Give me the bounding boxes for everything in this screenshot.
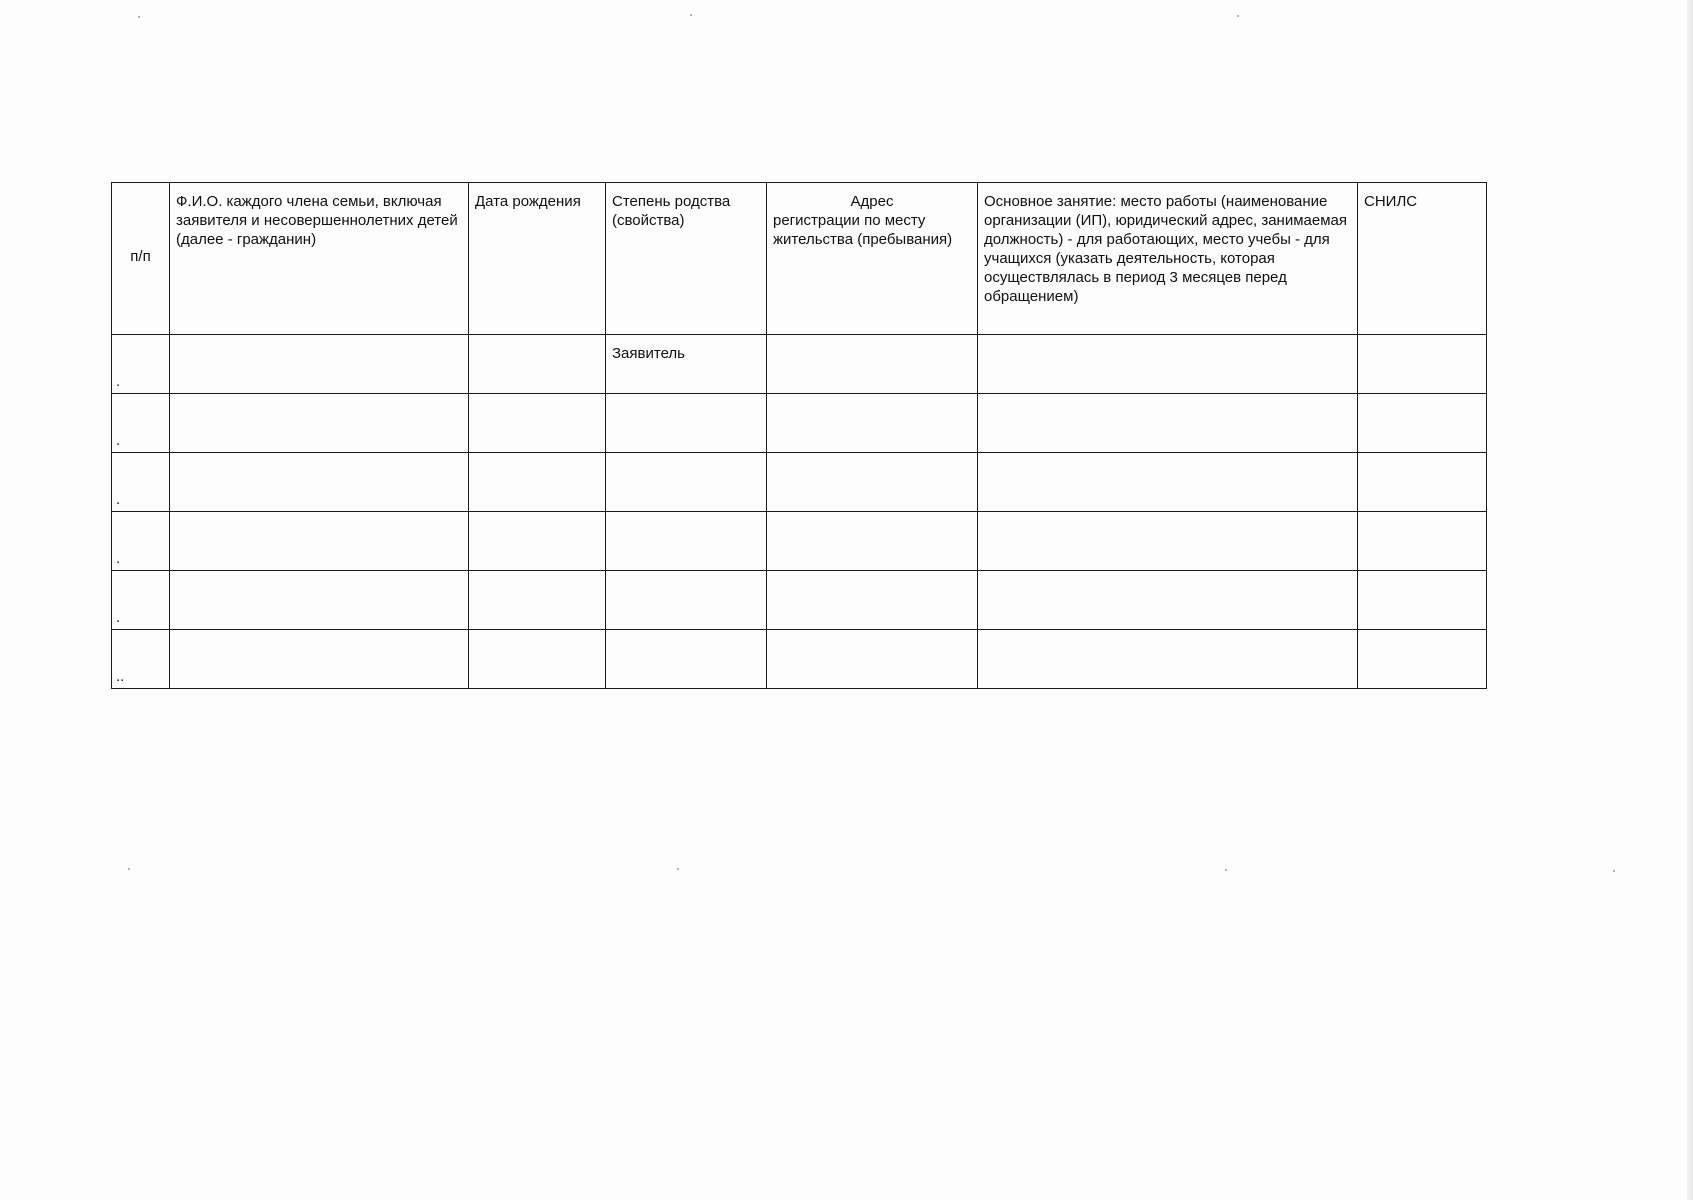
table-row [112,630,1487,689]
cell-snils[interactable] [1358,394,1487,453]
cell-address[interactable] [767,394,978,453]
cell-relation[interactable] [606,630,767,689]
row-num: . [112,335,170,394]
table-header-row [112,183,1487,335]
cell-birth-date[interactable] [469,453,606,512]
cell-address[interactable] [767,512,978,571]
cell-address[interactable] [767,453,978,512]
cell-relation[interactable] [606,512,767,571]
cell-fio[interactable] [170,335,469,394]
cell-fio[interactable] [170,512,469,571]
row-num: .. [112,630,170,689]
cell-occupation[interactable] [978,630,1358,689]
scan-speck [128,868,130,870]
cell-birth-date[interactable] [469,571,606,630]
table-row [112,394,1487,453]
scan-speck [138,16,140,18]
header-snils: СНИЛС [1358,183,1487,335]
header-relation: Степень родства (свойства) [606,183,767,335]
row-num: . [112,512,170,571]
cell-address[interactable] [767,571,978,630]
cell-fio[interactable] [170,630,469,689]
cell-snils[interactable] [1358,571,1487,630]
cell-birth-date[interactable] [469,394,606,453]
cell-birth-date[interactable] [469,335,606,394]
scan-edge [1687,0,1693,1200]
cell-occupation[interactable] [978,453,1358,512]
header-occupation: Основное занятие: место работы (наименование организации (ИП), юридический адрес, занимаемая должность) - для работающих, место учебы - для учащихся (указать деятельность, которая осуществлялась в период 3 месяцев перед обращением) [978,183,1358,335]
scan-speck [1225,869,1227,871]
table-row [112,571,1487,630]
header-address-title: Адрес [850,193,894,210]
header-address [767,183,978,335]
header-fio: Ф.И.О. каждого члена семьи, включая заявителя и несовершеннолетних детей (далее - гражданин) [170,183,469,335]
scan-speck [690,14,692,16]
cell-relation[interactable] [606,571,767,630]
cell-snils[interactable] [1358,630,1487,689]
cell-address[interactable] [767,630,978,689]
cell-occupation[interactable] [978,571,1358,630]
header-birth-date: Дата рождения [469,183,606,335]
cell-fio[interactable] [170,453,469,512]
row-num: . [112,394,170,453]
cell-occupation[interactable] [978,335,1358,394]
cell-fio[interactable] [170,571,469,630]
table-row [112,453,1487,512]
header-num: п/п [112,183,170,335]
cell-birth-date[interactable] [469,630,606,689]
cell-snils[interactable] [1358,335,1487,394]
row-num: . [112,571,170,630]
cell-snils[interactable] [1358,512,1487,571]
cell-address[interactable] [767,335,978,394]
cell-snils[interactable] [1358,453,1487,512]
scan-speck [677,868,679,870]
cell-birth-date[interactable] [469,512,606,571]
scan-speck [1237,15,1239,17]
cell-fio[interactable] [170,394,469,453]
family-members-table [111,182,1487,689]
table-row [112,335,1487,394]
row-num: . [112,453,170,512]
cell-occupation[interactable] [978,512,1358,571]
cell-relation[interactable] [606,453,767,512]
header-address-body: регистрации по месту жительства (пребывания) [773,212,953,248]
cell-occupation[interactable] [978,394,1358,453]
table-row [112,512,1487,571]
cell-relation[interactable]: Заявитель [606,335,767,394]
scan-speck [1613,870,1615,872]
cell-relation[interactable] [606,394,767,453]
